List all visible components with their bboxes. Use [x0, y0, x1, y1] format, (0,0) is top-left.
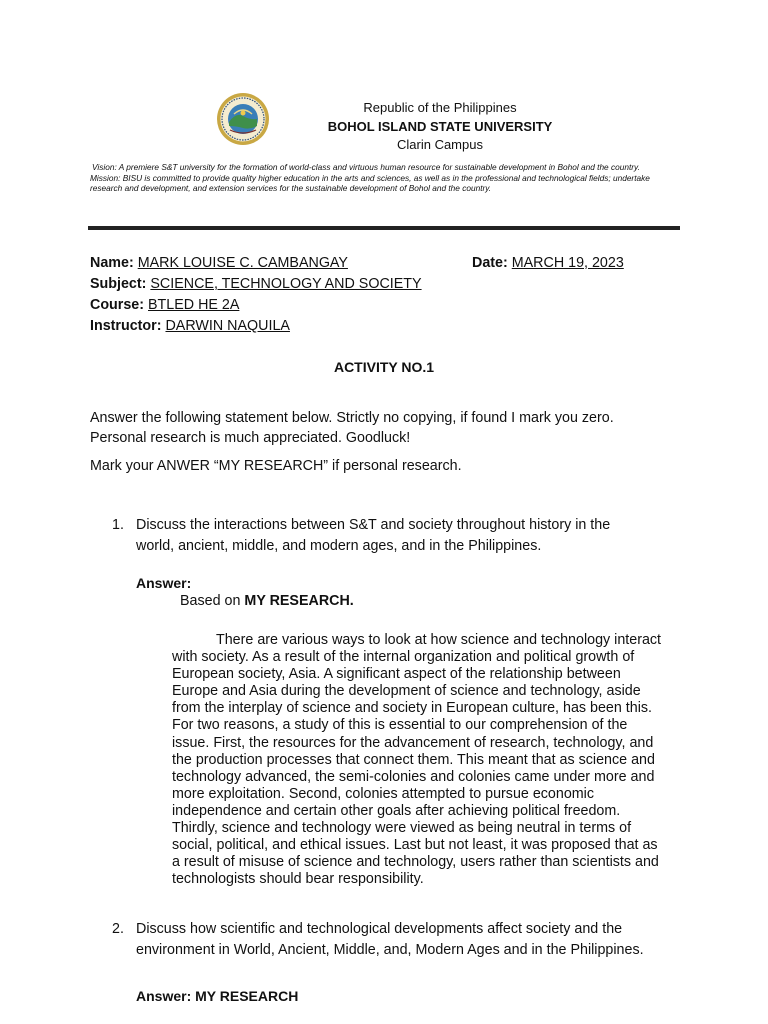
answer-line: technologists should bear responsibility.: [172, 871, 424, 888]
header-campus: Clarin Campus: [397, 137, 483, 152]
answer-line: European society, Asia. A significant aspect of the relationship between: [172, 666, 621, 683]
mission-statement-line-2: research and development, and extension services for the sustainable development of Bohol and the country.: [90, 183, 492, 193]
header-university-name: BOHOL ISLAND STATE UNIVERSITY: [327, 119, 553, 134]
activity-title: ACTIVITY NO.1: [333, 359, 435, 375]
name-label: Name:: [90, 255, 134, 271]
based-on-prefix: Based on: [180, 593, 241, 609]
instructor-label: Instructor:: [90, 318, 162, 334]
instructor-field: [90, 318, 290, 334]
subject-field: [90, 276, 422, 292]
date-field: [472, 255, 624, 271]
answer-line: from the interplay of science and society in European culture, has been this.: [172, 700, 653, 717]
answer-line: For two reasons, a study of this is essential to our comprehension of the: [172, 717, 628, 734]
question-text-line-1: Discuss how scientific and technological developments affect society and the: [136, 921, 623, 937]
mission-statement-line-1: Mission: BISU is committed to provide quality higher education in the arts and sciences, as well as in the professional and technological fields; undertake: [90, 172, 650, 183]
answer-line: There are various ways to look at how science and technology interact: [216, 632, 662, 648]
university-seal-logo: [216, 92, 270, 146]
name-field: [90, 255, 348, 271]
based-on-line: [180, 593, 354, 609]
date-label: Date:: [472, 255, 508, 271]
based-on-source: MY RESEARCH.: [244, 593, 354, 609]
answer-label: Answer:: [136, 575, 192, 591]
header-country: Republic of the Philippines: [363, 100, 517, 115]
answer-line: a result of misuse of science and technology, users rather than scientists and: [172, 854, 659, 871]
date-value: MARCH 19, 2023: [511, 255, 624, 271]
vision-mission-block: [90, 162, 690, 194]
answer-line: technology advanced, the semi-colonies and colonies came under more and: [172, 768, 655, 785]
course-field: [90, 297, 239, 313]
answer-line: Europe and Asia during the development of science and technology, aside: [172, 683, 641, 700]
subject-value: SCIENCE, TECHNOLOGY AND SOCIETY: [150, 276, 422, 292]
answer-line: issue. First, the resources for the advancement of research, technology, and: [172, 734, 654, 751]
answer-label: Answer: MY RESEARCH: [136, 988, 299, 1004]
header-divider: [88, 226, 680, 230]
course-value: BTLED HE 2A: [148, 297, 240, 313]
answer-line: Thirdly, science and technology were viewed as being neutral in terms of: [172, 820, 632, 837]
question-text-line-2: environment in World, Ancient, Middle, and, Modern Ages and in the Philippines.: [136, 942, 644, 958]
course-label: Course:: [90, 297, 145, 313]
answer-line: with society. As a result of the internal organization and political growth of: [172, 649, 635, 666]
question-text-line-2: world, ancient, middle, and modern ages, and in the Philippines.: [136, 538, 542, 554]
name-value: MARK LOUISE C. CAMBANGAY: [137, 255, 348, 271]
subject-label: Subject:: [90, 276, 147, 292]
answer-line: more exploitation. Second, colonies attempted to pursue economic: [172, 785, 595, 802]
answer-line: social, political, and ethical issues. Last but not least, it was proposed that as: [172, 837, 658, 854]
question-number: 2.: [112, 921, 124, 937]
instructions-line-3: Mark your ANWER “MY RESEARCH” if personal research.: [90, 458, 462, 474]
answer-paragraph: [172, 632, 661, 888]
question-text-line-1: Discuss the interactions between S&T and society throughout history in the: [136, 517, 611, 533]
answer-line: independence and certain other goals after achieving political freedom.: [172, 802, 621, 819]
question-number: 1.: [112, 517, 124, 533]
vision-statement: Vision: A premiere S&T university for the formation of world-class and virtuous human resource for sustainable development in Bohol and the country.: [92, 162, 640, 172]
answer-line: the production processes that connect them. This meant that as science and: [172, 751, 655, 768]
instructor-value: DARWIN NAQUILA: [165, 318, 290, 334]
instructions-line-1: Answer the following statement below. Strictly no copying, if found I mark you zero.: [90, 410, 614, 426]
instructions-line-2: Personal research is much appreciated. Goodluck!: [90, 430, 411, 446]
